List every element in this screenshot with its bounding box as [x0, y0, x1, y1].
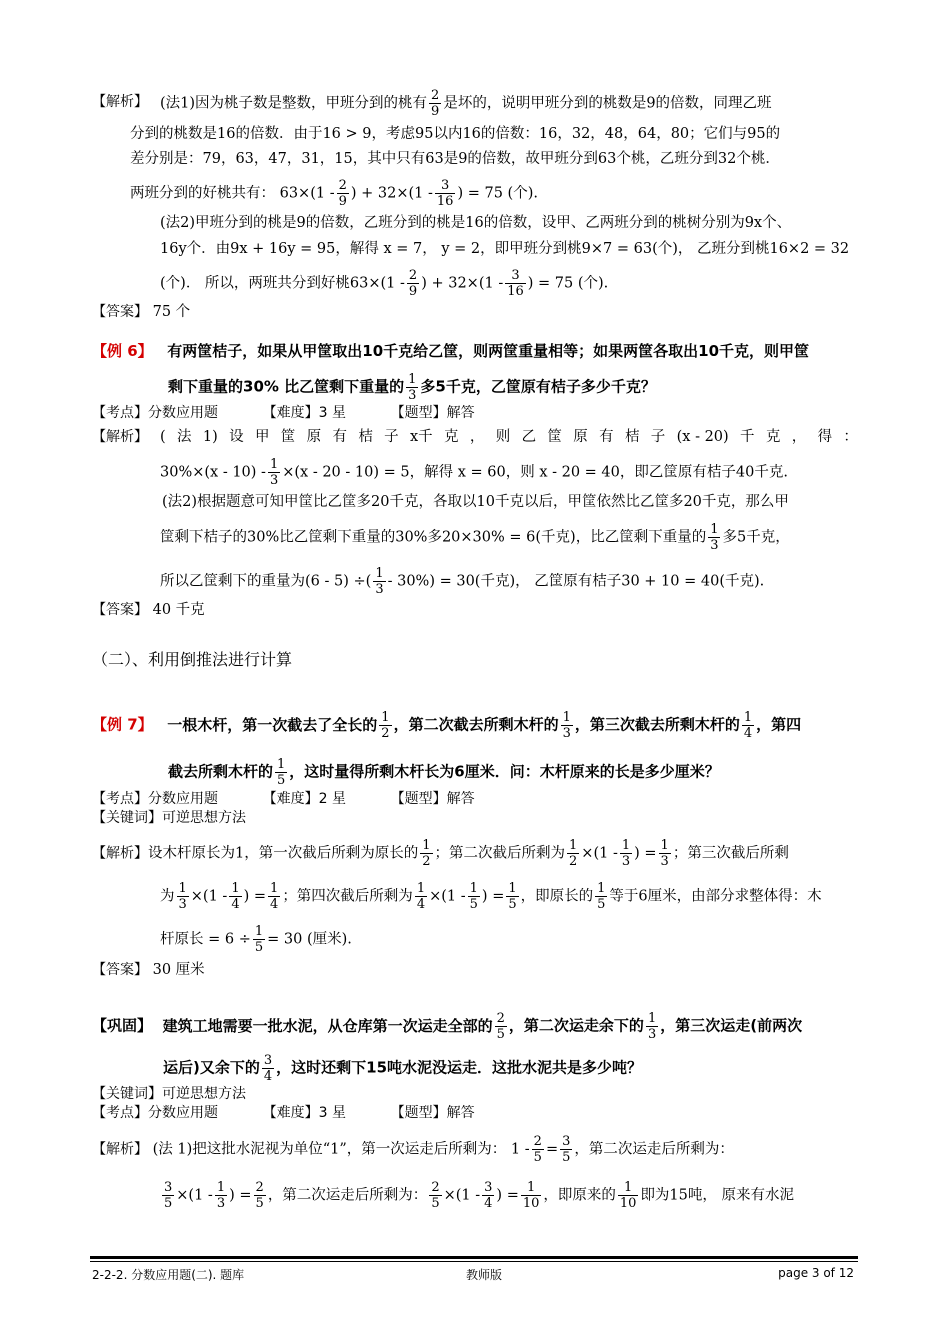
- fraction: $\frac{1}{4}$: [416, 881, 426, 912]
- solution-line: 分到的桃数是16的倍数．由于16 > 9，考虑95以内16的倍数：16，32，48，64，80；它们与95的: [130, 126, 781, 142]
- fraction: $\frac{1}{3}$: [216, 1180, 226, 1211]
- solution-line: 为 $\frac{1}{3}$ ×(1 - $\frac{1}{4}$ ) = $\frac{1}{4}$ ；第四次截后所剩为 $\frac{1}{4}$ ×(1 - $\frac{1}{5}$ ) = $\frac{1}{5}$ ，即原长的 $\frac{1}{5}$ 等于6厘米，由部分求整体得：木: [160, 881, 822, 912]
- solution-line: 筐剩下桔子的30%比乙筐剩下重量的30%多20×30% = 6(千克)，比乙筐剩下重量的 $\frac{1}{3}$ 多5千克，: [160, 522, 790, 553]
- fraction: $\frac{1}{10}$: [619, 1180, 637, 1211]
- solution-line: (法2)甲班分到的桃是9的倍数，乙班分到的桃是16的倍数，设甲、乙两班分到的桃树分别为9x个、: [160, 215, 792, 231]
- fraction: $\frac{1}{5}$: [508, 881, 517, 912]
- answer: 【答案】 30 厘米: [92, 962, 205, 978]
- fraction: $\frac{3}{16}$: [436, 178, 454, 209]
- fraction: $\frac{1}{3}$: [660, 838, 669, 869]
- answer: 【答案】 75 个: [92, 304, 191, 320]
- fraction: $\frac{3}{5}$: [164, 1180, 173, 1211]
- fraction: $\frac{1}{4}$: [743, 710, 753, 741]
- fraction: $\frac{2}{9}$: [338, 178, 347, 209]
- fraction: $\frac{1}{4}$: [231, 881, 240, 912]
- keyword-row: 【关键词】可逆思想方法: [92, 1086, 246, 1102]
- solution-line: 【解析】设木杆原长为1，第一次截后所剩为原长的 $\frac{1}{2}$ ；第二次截后所剩为 $\frac{1}{2}$ ×(1 - $\frac{1}{3}$ ) = $\frac{1}{3}$ ；第三次截后所剩: [92, 838, 789, 869]
- solution-line: 16y个．由9x + 16y = 95，解得 x = 7， y = 2，即甲班分到桃9×7 = 63(个)， 乙班分到桃16×2 = 32: [160, 241, 850, 257]
- fraction: $\frac{3}{16}$: [507, 268, 524, 299]
- example-6-question: 【例 6】 有两筐桔子，如果从甲筐取出10千克给乙筐，则两筐重量相等；如果两筐各取出10千克，则甲筐: [92, 342, 810, 360]
- solution-line: 【解析】 (法 1)把这批水泥视为单位“1”，第一次运走后所剩为： 1 - $\frac{2}{5}$ = $\frac{3}{5}$ ，第二次运走后所剩为：: [92, 1134, 734, 1165]
- fraction: $\frac{3}{5}$: [562, 1134, 571, 1165]
- solution-tag: 【解析】: [92, 94, 148, 110]
- fraction: $\frac{1}{2}$: [381, 710, 390, 741]
- fraction: $\frac{1}{3}$: [178, 881, 187, 912]
- solution-line: 杆原长 = 6 ÷ $\frac{1}{5}$ = 30 (厘米).: [160, 924, 352, 955]
- solution-line: (法2)根据题意可知甲筐比乙筐多20千克，各取以10千克以后，甲筐依然比乙筐多20千克，那么甲: [162, 494, 789, 510]
- example-label: 【例 7】: [92, 715, 153, 734]
- fraction: $\frac{2}{5}$: [431, 1180, 440, 1211]
- meta-row: 【考点】分数应用题 【难度】2 星 【题型】解答: [92, 791, 475, 807]
- fraction: $\frac{1}{5}$: [597, 881, 606, 912]
- fraction: $\frac{1}{3}$: [647, 1011, 657, 1042]
- solution-tag: 【解析】: [92, 429, 148, 445]
- solution-line: (个)． 所以，两班共分到好桃63×(1 - $\frac{2}{9}$ ) + 32×(1 - $\frac{3}{16}$ ) = 75 (个).: [160, 268, 609, 299]
- fraction: $\frac{1}{5}$: [277, 757, 286, 788]
- solution-line: (法1)因为桃子数是整数，甲班分到的桃有 $\frac{2}{9}$ 是坏的，说明甲班分到的桃数是9的倍数，同理乙班: [160, 88, 772, 119]
- footer-doc-title: 2-2-2. 分数应用题(二). 题库: [92, 1268, 245, 1282]
- fraction: $\frac{1}{4}$: [270, 881, 279, 912]
- footer-edition: 教师版: [466, 1268, 503, 1282]
- solution-line: 30%×(x - 10) - $\frac{1}{3}$ ×(x - 20 - 10) = 5，解得 x = 60，则 x - 20 = 40，即乙筐原有桔子40千克.: [160, 457, 788, 488]
- fraction: $\frac{1}{2}$: [569, 838, 578, 869]
- fraction: $\frac{1}{3}$: [375, 566, 384, 597]
- fraction: $\frac{2}{5}$: [255, 1180, 264, 1211]
- meta-row: 【考点】分数应用题 【难度】3 星 【题型】解答: [92, 1105, 475, 1121]
- fraction: $\frac{2}{5}$: [496, 1011, 505, 1042]
- footer-page-number: page 3 of 12: [778, 1266, 854, 1280]
- fraction: $\frac{3}{4}$: [484, 1180, 493, 1211]
- solution-line: 所以乙筐剩下的重量为(6 - 5) ÷( $\frac{1}{3}$ - 30%) = 30(千克)， 乙筐原有桔子30 + 10 = 40(千克).: [160, 566, 765, 597]
- fraction: $\frac{1}{3}$: [621, 838, 631, 869]
- fraction: $\frac{1}{3}$: [710, 522, 719, 553]
- example-6-question-line2: 剩下重量的30% 比乙筐剩下重量的 $\frac{1}{3}$ 多5千克，乙筐原有桔子多少千克？: [168, 372, 656, 403]
- solution-line-justified: ( 法 1) 设 甲 筐 原 有 桔 子 x千 克 ， 则 乙 筐 原 有 桔 子 (x - 20) 千 克 ， 得 ：: [160, 429, 858, 445]
- answer: 【答案】 40 千克: [92, 602, 205, 618]
- example-7-question-line2: 截去所剩木杆的 $\frac{1}{5}$ ，这时量得所剩木杆长为6厘米．问：木杆原来的长是多少厘米？: [168, 757, 720, 788]
- example-label: 【例 6】: [92, 342, 153, 360]
- footer-rule-thick: [90, 1256, 858, 1259]
- practice-question-line2: 运后)又余下的 $\frac{3}{4}$ ，这时还剩下15吨水泥没运走．这批水泥共是多少吨？: [163, 1053, 643, 1084]
- fraction: $\frac{2}{5}$: [533, 1134, 542, 1165]
- example-7-question: 【例 7】 一根木杆，第一次截去了全长的 $\frac{1}{2}$ ，第二次截去所剩木杆的 $\frac{1}{3}$ ，第三次截去所剩木杆的 $\frac{1}{4}$ ，第四: [92, 710, 802, 741]
- fraction: $\frac{3}{4}$: [263, 1053, 273, 1084]
- fraction: $\frac{1}{5}$: [254, 924, 264, 955]
- fraction: $\frac{2}{9}$: [431, 88, 440, 119]
- fraction: $\frac{1}{5}$: [469, 881, 478, 912]
- fraction: $\frac{1}{10}$: [522, 1180, 540, 1211]
- solution-line: 两班分到的好桃共有： 63×(1 - $\frac{2}{9}$ ) + 32×(1 - $\frac{3}{16}$ ) = 75 (个).: [130, 178, 538, 209]
- meta-row: 【考点】分数应用题 【难度】3 星 【题型】解答: [92, 405, 475, 421]
- fraction: $\frac{1}{3}$: [269, 457, 279, 488]
- practice-label: 【巩固】: [92, 1016, 153, 1035]
- footer-rule-thin: [90, 1261, 858, 1262]
- fraction: $\frac{1}{3}$: [408, 372, 417, 403]
- fraction: $\frac{1}{2}$: [422, 838, 431, 869]
- section-heading: （二）、利用倒推法进行计算: [92, 650, 293, 669]
- solution-line: $\frac{3}{5}$ ×(1 - $\frac{1}{3}$ ) = $\frac{2}{5}$ ，第二次运走后所剩为： $\frac{2}{5}$ ×(1 - $\frac{3}{4}$ ) = $\frac{1}{10}$ ，即原来的 $\frac{1}{10}$ 即为15吨， 原来有水泥: [164, 1180, 794, 1211]
- solution-line: 差分别是：79，63，47，31，15，其中只有63是9的倍数，故甲班分到63个桃，乙班分到32个桃．: [130, 151, 780, 167]
- practice-question: 【巩固】 建筑工地需要一批水泥，从仓库第一次运走全部的 $\frac{2}{5}$ ，第二次运走余下的 $\frac{1}{3}$ ，第三次运走(前两次: [92, 1011, 803, 1042]
- fraction: $\frac{1}{3}$: [562, 710, 571, 741]
- keyword-row: 【关键词】可逆思想方法: [92, 810, 246, 826]
- fraction: $\frac{2}{9}$: [408, 268, 418, 299]
